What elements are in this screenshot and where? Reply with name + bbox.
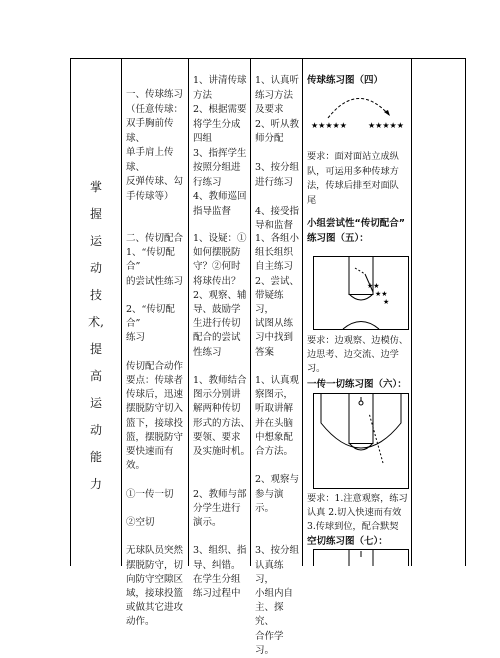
table-top-border [70,58,465,59]
figure4-requirements: 要求：面对面站立成纵 队，可运用多种传球方 法，传球后排至对面队 尾 [307,151,399,206]
col1-char: 术, [88,315,104,329]
col1-char: 动 [89,423,102,437]
col3-content-block2: 1、设疑：① 如何摆脱防 守？②何时 将球传出？ 2、观察、辅 导、鼓励学 生进行传切 配合的尝试 性练习 1、教师结合 图示分别讲 解两种传切 形式的方法、 要领、要求 及实施时机。 2、教师与部 分学生进行 演示。 3、组织、指 导、纠错。 在学生分组 练习过程中 [193,233,251,600]
col1-char: 能 [89,450,102,464]
col3-content-block1: 1、讲清传球 方法 2、根据需要 将学生分成 四组 3、指挥学生 按照分组进 行练习 4、教师巡回 指导监督 [193,75,247,217]
col1-char: 握 [89,207,102,221]
half-court-diagram-7 [313,549,409,566]
col4-content-block2: 1、各组小 组长组织 自主练习 2、尝试、 带疑练习， 试图从练 习中找到 答案 1、认真观 察图示， 听取讲解 并在头脑 中想象配 合方法。 2、观察与 参与演示。 3、按分组 认真练习， 小组内自 主、探究、 合作学习。 [255,233,300,656]
passing-drill-diagram [308,88,410,138]
table-border-right [465,58,466,566]
table-divider-4 [302,58,303,566]
svg-text:★★: ★★ [375,290,388,298]
figure6-title: 一传一切练习图（六）： [307,379,407,390]
col1-char: 技 [89,288,102,302]
col1-char: 高 [89,369,102,383]
col1-char: 力 [89,477,102,491]
pass-arc [328,98,390,118]
figure5-title: 小组尝试性“传切配合” 练习图（五）： [307,218,405,244]
team-left-stars: ★★★★★ [311,121,347,130]
figure6-requirements: 要求：1.注意观察，练习 认真 2.切入快速而有效 3.传球到位，配合默契 [307,493,408,532]
figure7-title: 空切练习图（七）： [307,536,388,547]
col2-content-block1: 一、传球练习 （任意传球： 双手胸前传球、 单手肩上传球、 反弹传球、勾 手传球等） [126,89,184,202]
col1-char: 动 [89,261,102,275]
table-divider-2 [188,58,189,566]
svg-text:★★: ★★ [367,282,380,290]
figure5-requirements: 要求：边观察、边模仿、 边思考、边交流、边学 习。 [307,335,409,375]
figure4-title: 传球练习图（四） [307,75,384,86]
half-court-diagram-6 [313,393,409,489]
table-border-left [70,58,71,566]
col2-content-block2: 二、传切配合 1、“传切配合” 的尝试性练习 2、“传切配合” 练习 传切配合动作 要点：传球者 传球后，迅速 摆脱防守切入 篮下，接球投 篮，摆脱防守 要快速而有效。 ①一传一切 ②空切 无球队员突然 摆脱防守，切 向防守空隙区 域，接球投篮 或做其它进攻 动作。 [126,233,184,628]
half-court-diagram-5 [313,256,409,330]
col1-char: 提 [89,342,102,356]
col1-char: 运 [89,396,102,410]
table-divider-5 [411,58,412,566]
team-right-stars: ★★★★★ [368,121,404,130]
col1-char: 掌 [89,180,102,194]
col4-content-block1: 1、认真听 练习方法 及要求 2、听从教 师分配 3、按分组 进行练习 4、接受指 导和监督 [255,75,300,231]
col1-char: 运 [89,234,102,248]
table-divider-1 [121,58,122,566]
svg-text:★: ★ [383,298,390,306]
